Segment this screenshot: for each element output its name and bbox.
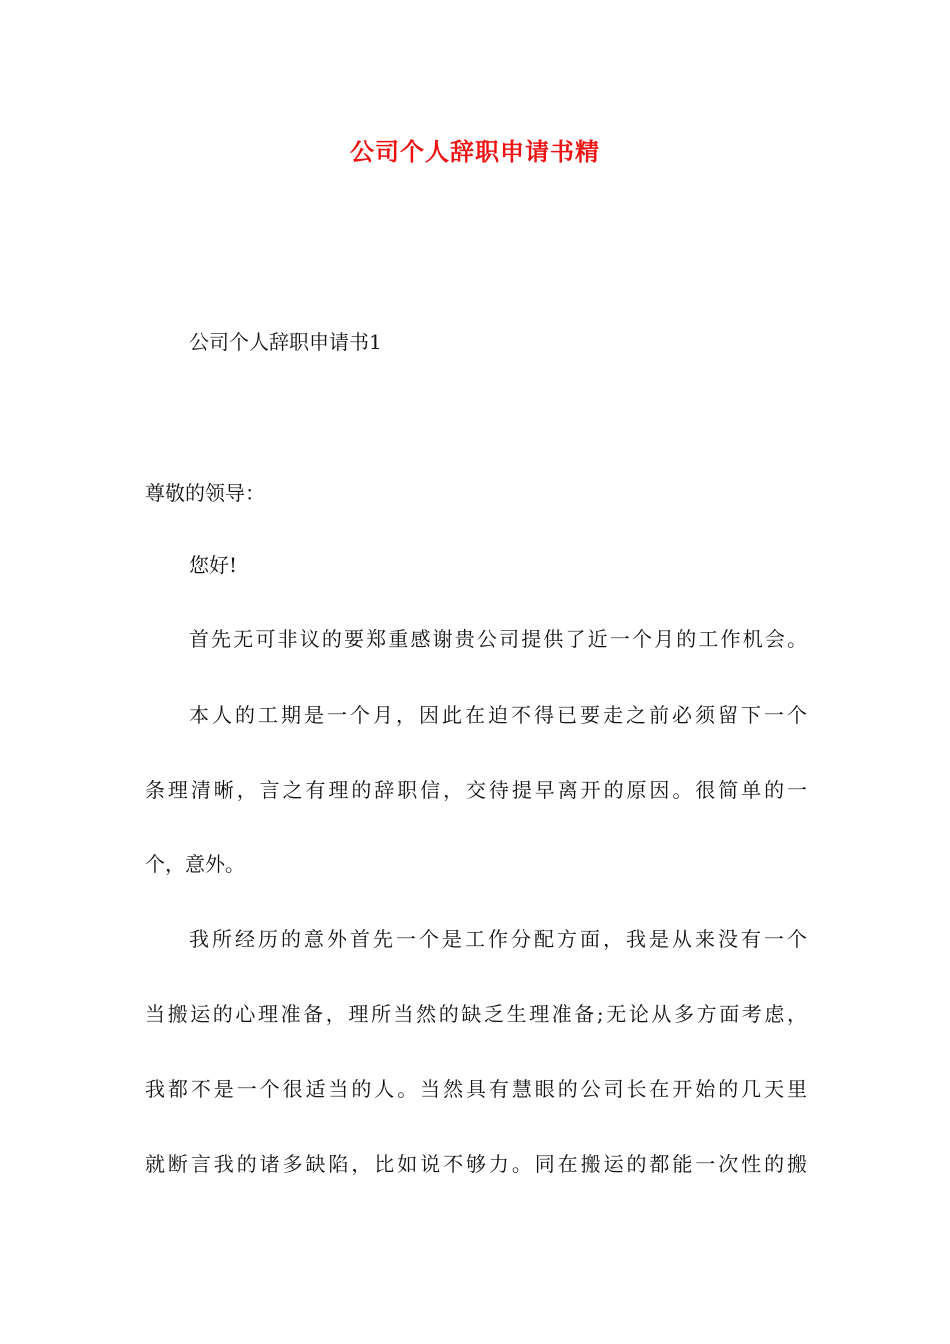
body-line: 本人的工期是一个月，因此在迫不得已要走之前必须留下一个 <box>189 703 807 727</box>
salutation: 尊敬的领导： <box>145 481 265 505</box>
body-line: 个，意外。 <box>145 852 245 876</box>
body-line: 我都不是一个很适当的人。当然具有慧眼的公司长在开始的几天里 <box>145 1077 807 1101</box>
body-line: 我所经历的意外首先一个是工作分配方面，我是从来没有一个 <box>189 927 807 951</box>
greeting: 您好! <box>189 553 238 577</box>
body-line: 当搬运的心理准备，理所当然的缺乏生理准备;无论从多方面考虑， <box>145 1002 807 1026</box>
document-title: 公司个人辞职申请书精 <box>350 137 600 166</box>
section-heading: 公司个人辞职申请书1 <box>189 330 382 354</box>
body-line: 条理清晰，言之有理的辞职信，交待提早离开的原因。很简单的一 <box>145 778 807 802</box>
body-line: 首先无可非议的要郑重感谢贵公司提供了近一个月的工作机会。 <box>189 627 807 651</box>
body-line: 就断言我的诸多缺陷，比如说不够力。同在搬运的都能一次性的搬 <box>145 1152 807 1176</box>
